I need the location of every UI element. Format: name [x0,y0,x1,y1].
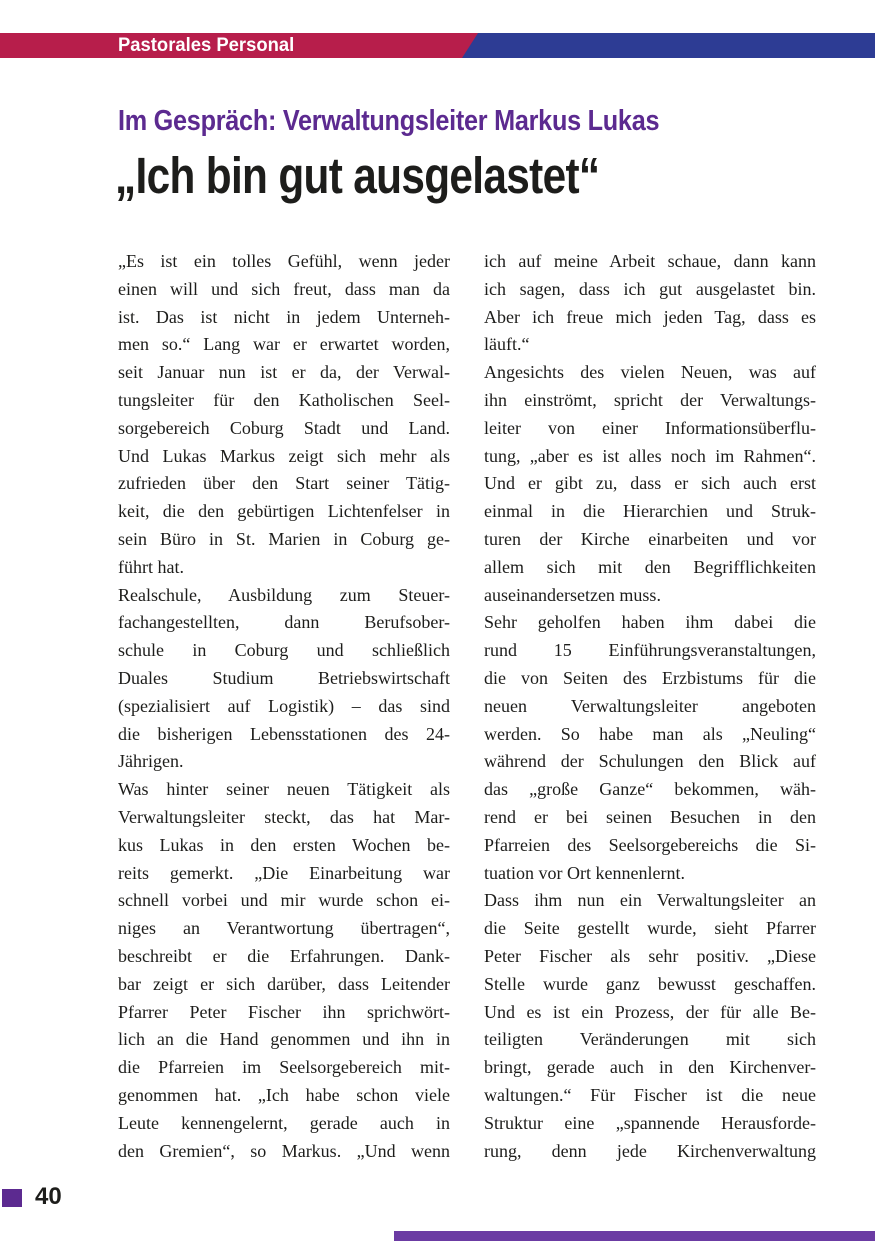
body-text-line: zufrieden über den Start seiner Tätig- [118,473,450,494]
body-text-line: beschreibt er die Erfahrungen. Dank- [118,945,450,966]
body-text-line: fachangestellten, dann Berufsober- [118,612,450,633]
body-text-line: die bisherigen Lebensstationen des 24- [118,723,450,744]
body-text-line: Peter Fischer als sehr positiv. „Diese [484,945,816,966]
section-label: Pastorales Personal [118,34,295,56]
body-text-line: Sehr geholfen haben ihm dabei die [484,612,816,633]
body-text-line: niges an Verantwortung übertragen“, [118,918,450,939]
body-text-line: tungsleiter für den Katholischen Seel- [118,389,450,410]
body-text-line: einmal in die Hierarchien und Struk- [484,501,816,522]
page-number-marker [2,1189,22,1207]
body-text-line: reits gemerkt. „Die Einarbeitung war [118,862,450,883]
body-text-line: das „große Ganze“ bekommen, wäh- [484,779,816,800]
body-text-line: seit Januar nun ist er da, der Verwal- [118,362,450,383]
article-kicker: Im Gespräch: Verwaltungsleiter Markus Lukas [118,105,660,137]
body-text-line: rung, denn jede Kirchenverwaltung [484,1140,816,1161]
body-text-line: sorgebereich Coburg Stadt und Land. [118,417,450,438]
body-text-line: läuft.“ [484,334,530,355]
body-text-line: tung, „aber es ist alles noch im Rahmen“. [484,445,816,466]
body-text-line: Pfarreien des Seelsorgebereichs die Si- [484,834,816,855]
body-text-line: schule in Coburg und schließlich [118,640,450,661]
body-text-line: (spezialisiert auf Logistik) – das sind [118,695,450,716]
body-text-line: Und er gibt zu, dass er sich auch erst [484,473,816,494]
body-text-line: führt hat. [118,556,184,577]
body-text-line: Aber ich freue mich jeden Tag, dass es [484,306,816,327]
body-text-line: schnell vorbei und mir wurde schon ei- [118,890,450,911]
body-text-line: tuation vor Ort kennenlernt. [484,862,685,883]
body-text-line: Jährigen. [118,751,184,772]
body-text-line: während der Schulungen den Blick auf [484,751,816,772]
body-text-line: Und Lukas Markus zeigt sich mehr als [118,445,450,466]
body-text-line: Duales Studium Betriebswirtschaft [118,667,450,688]
body-column-left [118,248,450,1165]
body-text-line: die von Seiten des Erzbistums für die [484,667,816,688]
body-text-line: die Seite gestellt wurde, sieht Pfarrer [484,918,816,939]
article-body [118,248,816,1165]
body-text-line: rend er bei seinen Besuchen in den [484,806,816,827]
body-text-line: Und es ist ein Prozess, der für alle Be- [484,1001,816,1022]
body-text-line: ihn einströmt, spricht der Verwaltungs- [484,389,816,410]
body-text-line: leiter von einer Informationsüberflu- [484,417,816,438]
body-text-line: ich auf meine Arbeit schaue, dann kann [484,251,816,271]
body-text-line: waltungen.“ Für Fischer ist die neue [484,1084,816,1105]
body-text-line: ist. Das ist nicht in jedem Unterneh- [118,306,450,327]
body-text-line: Dass ihm nun ein Verwaltungsleiter an [484,890,816,911]
body-text-line: kus Lukas in den ersten Wochen be- [118,834,450,855]
body-text-line: neuen Verwaltungsleiter angeboten [484,695,816,716]
body-text-line: Was hinter seiner neuen Tätigkeit als [118,779,450,800]
body-text-line: auseinandersetzen muss. [484,584,661,605]
body-text-line: allem sich mit den Begrifflichkeiten [484,556,816,577]
body-text-line: lich an die Hand genommen und ihn in [118,1029,450,1050]
body-text-line: Angesichts des vielen Neuen, was auf [484,362,816,383]
article-title: „Ich bin gut ausgelastet“ [115,147,600,204]
body-text-line: turen der Kirche einarbeiten und vor [484,528,816,549]
body-text-line: teiligten Veränderungen mit sich [484,1029,816,1050]
footer-bar [394,1231,875,1241]
body-column-right [484,248,816,1165]
body-text-line: „Es ist ein tolles Gefühl, wenn jeder [118,251,450,271]
body-text-line: werden. So habe man als „Neuling“ [484,723,816,744]
body-text-line: bringt, gerade auch in den Kirchenver- [484,1057,816,1078]
body-text-line: sein Büro in St. Marien in Coburg ge- [118,528,450,549]
body-text-line: Pfarrer Peter Fischer ihn sprichwört- [118,1001,450,1022]
body-text-line: Stelle wurde ganz bewusst geschaffen. [484,973,816,994]
page-number: 40 [35,1183,62,1210]
body-text-line: men so.“ Lang war er erwartet worden, [118,334,450,355]
body-text-line: Verwaltungsleiter steckt, das hat Mar- [118,806,450,827]
body-text-line: den Gremien“, so Markus. „Und wenn [118,1140,450,1161]
body-text-line: ich sagen, dass ich gut ausgelastet bin. [484,278,816,299]
body-text-line: bar zeigt er sich darüber, dass Leitender [118,973,450,994]
body-text-line: die Pfarreien im Seelsorgebereich mit- [118,1057,450,1078]
body-text-line: genommen hat. „Ich habe schon viele [118,1084,450,1105]
body-text-line: einen will und sich freut, dass man da [118,278,450,299]
body-text-line: keit, die den gebürtigen Lichtenfelser in [118,501,450,522]
body-text-line: Struktur eine „spannende Herausforde- [484,1112,816,1133]
header-banner [0,33,875,58]
body-text-line: Realschule, Ausbildung zum Steuer- [118,584,450,605]
body-text-line: Leute kennengelernt, gerade auch in [118,1112,450,1133]
body-text-line: rund 15 Einführungsveranstaltungen, [484,640,816,661]
